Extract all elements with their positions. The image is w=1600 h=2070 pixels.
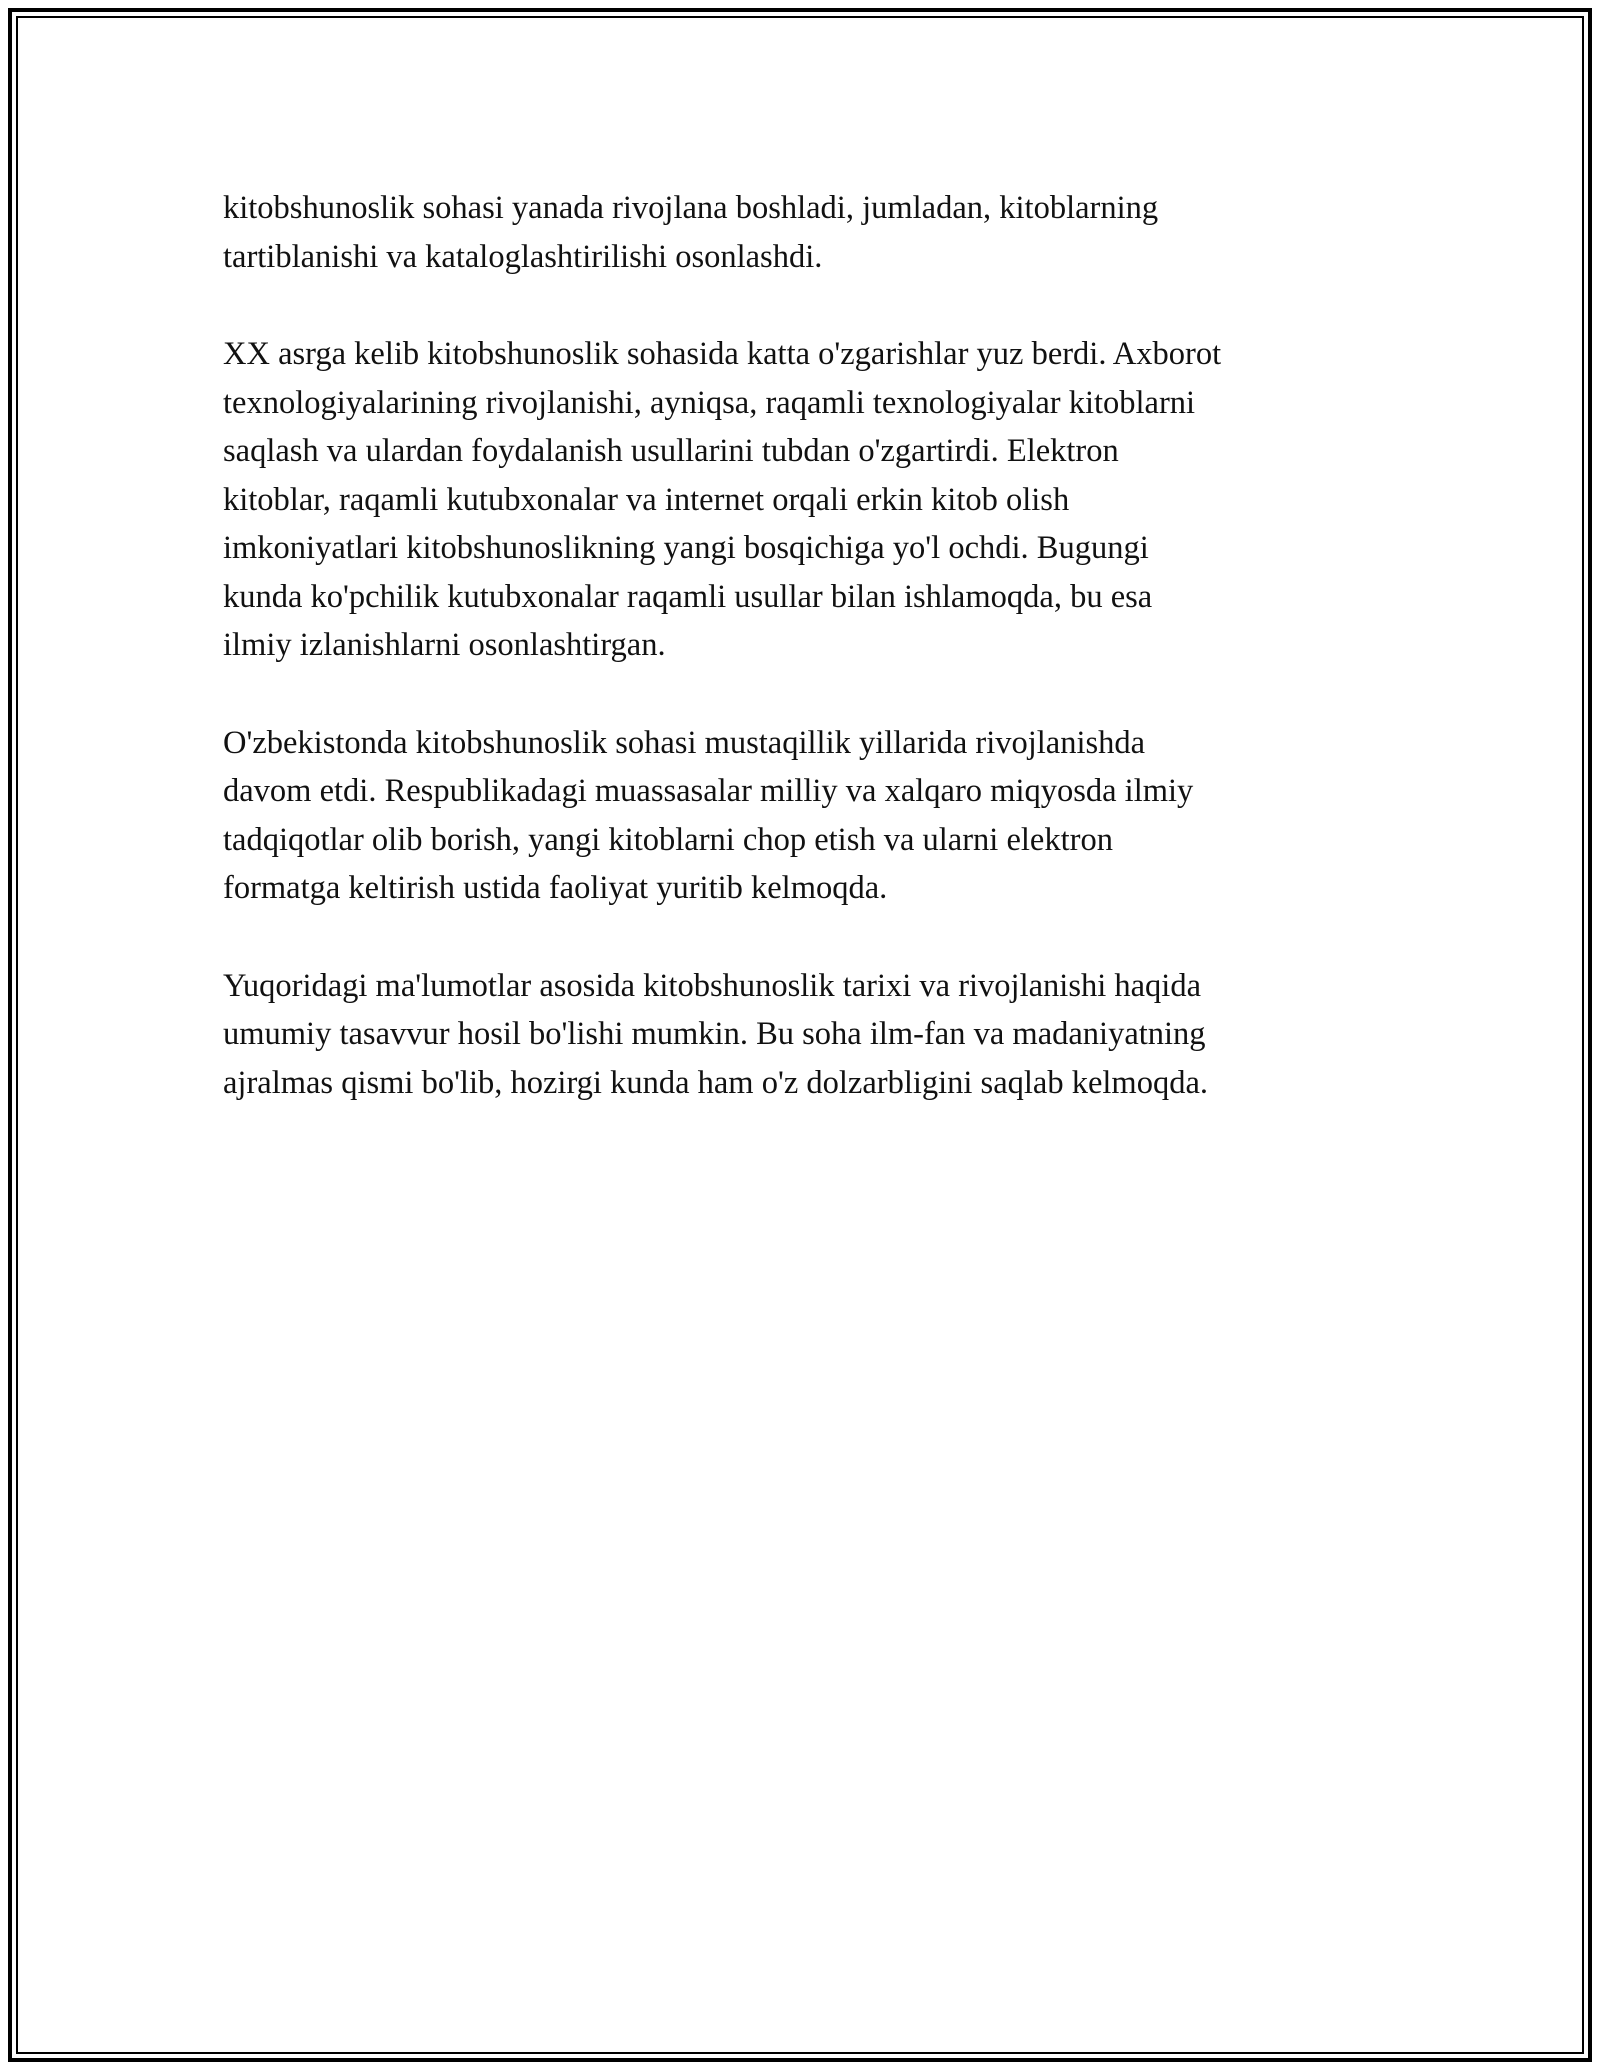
paragraph-4: Yuqoridagi ma'lumotlar asosida kitobshunoslik tarixi va rivojlanishi haqida umumiy tasavvur hosil bo'lishi mumkin. Bu soha ilm-fan va madaniyatning ajralmas qismi bo'lib, hozirgi kunda ham o'z dolzarbligini saqlab kelmoqda.	[223, 967, 1208, 1101]
paragraph-3: O'zbekistonda kitobshunoslik sohasi mustaqillik yillarida rivojlanishda davom etdi. Respublikadagi muassasalar milliy va xalqaro miqyosda ilmiy tadqiqotlar olib borish, yangi kitoblarni chop etish va ularni elektron formatga keltirish ustida faoliyat yuritib kelmoqda.	[223, 724, 1194, 906]
paragraph-2: XX asrga kelib kitobshunoslik sohasida katta o'zgarishlar yuz berdi. Axborot texnologiyalarining rivojlanishi, ayniqsa, raqamli texnologiyalar kitoblarni saqlash va ulardan foydalanish usullarini tubdan o'zgartirdi. Elektron kitoblar, raqamli kutubxonalar va internet orqali erkin kitob olish imkoniyatlari kitobshunoslikning yangi bosqichiga yo'l ochdi. Bugungi kunda ko'pchilik kutubxonalar raqamli usullar bilan ishlamoqda, bu esa ilmiy izlanishlarni osonlashtirgan.	[223, 336, 1222, 663]
paragraph-1: kitobshunoslik sohasi yanada rivojlana boshladi, jumladan, kitoblarning tartiblanishi va kataloglashtirilishi osonlashdi.	[223, 190, 1159, 275]
document-body	[223, 184, 1393, 1156]
